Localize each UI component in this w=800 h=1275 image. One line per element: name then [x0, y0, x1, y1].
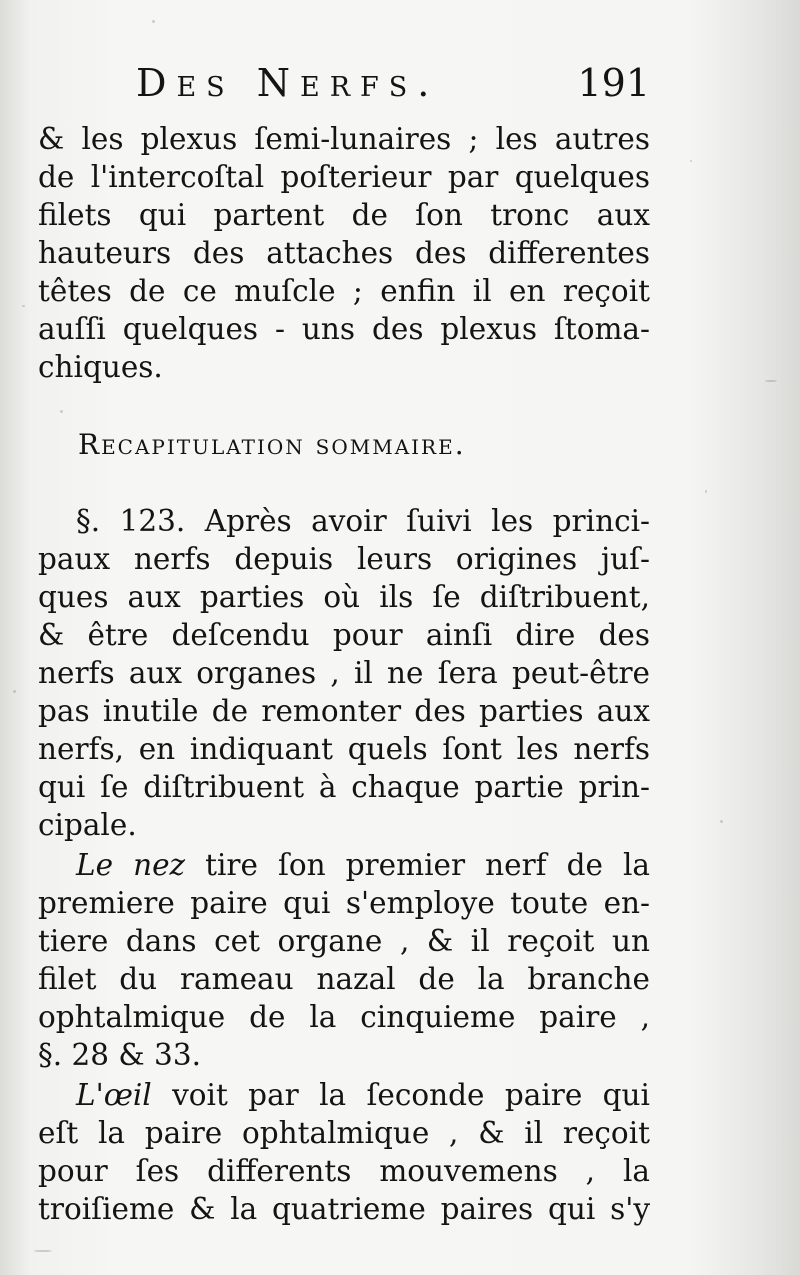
text-line: paux nerfs depuis leurs origines juſ-: [38, 542, 650, 576]
text-line: têtes de ce muſcle ; enfin il en reçoit: [38, 274, 650, 308]
text-line: troiſieme & la quatrieme paires qui s'y: [38, 1192, 650, 1226]
text-line: premiere paire qui s'employe toute en-: [38, 886, 650, 920]
text-line: de l'intercoſtal poſterieur par quelques: [38, 160, 650, 194]
text-line: & être deſcendu pour ainſi dire des: [38, 618, 650, 652]
text-line: nerfs, en indiquant quels ſont les nerfs: [38, 732, 650, 766]
paper-speck: [705, 490, 707, 493]
text-line: filets qui partent de ſon tronc aux: [38, 198, 650, 232]
text-span: tire ſon premier nerf de la: [205, 848, 650, 882]
text-line: filet du rameau nazal de la branche: [38, 962, 650, 996]
lead-italic-term: Le nez: [76, 848, 186, 882]
text-line: hauteurs des attaches des differentes: [38, 236, 650, 270]
text-line: pas inutile de remonter des parties aux: [38, 694, 650, 728]
text-line: qui ſe diſtribuent à chaque partie prin-: [38, 770, 650, 804]
paper-speck: [690, 160, 692, 162]
text-line: [76, 846, 650, 886]
lead-italic-term: L'œil: [76, 1078, 152, 1112]
section-heading: Recapitulation sommaire.: [78, 428, 466, 461]
text-line: tiere dans cet organe , & il reçoit un: [38, 924, 650, 958]
paper-speck: [22, 305, 25, 307]
paper-speck: [765, 380, 777, 382]
paper-speck: [34, 1250, 52, 1252]
paper-speck: [13, 690, 16, 693]
text-line: pour ſes differents mouvemens , la: [38, 1154, 650, 1188]
paper-speck: [152, 20, 155, 23]
text-line: nerfs aux organes , il ne ſera peut-être: [38, 656, 650, 690]
paper-speck: [60, 410, 63, 413]
text-span: voit par la ſeconde paire qui: [172, 1078, 650, 1112]
text-line: auſſi quelques - uns des plexus ſtoma-: [38, 312, 650, 346]
text-line: ques aux parties où ils ſe diſtribuent,: [38, 580, 650, 614]
text-line: chiques.: [38, 350, 163, 384]
paper-speck: [720, 820, 723, 823]
text-line: eſt la paire ophtalmique , & il reçoit: [38, 1116, 650, 1150]
page-number: 191: [577, 61, 650, 105]
text-line: & les plexus ſemi-lunaires ; les autres: [38, 122, 650, 156]
page-header: [136, 58, 650, 108]
text-line: §. 123. Après avoir ſuivi les princi-: [76, 504, 650, 538]
running-head: Des Nerfs.: [136, 61, 440, 105]
text-line: ophtalmique de la cinquieme paire ,: [38, 1000, 650, 1034]
text-line: cipale.: [38, 808, 137, 842]
text-line: [76, 1076, 650, 1116]
text-line: §. 28 & 33.: [38, 1038, 201, 1072]
